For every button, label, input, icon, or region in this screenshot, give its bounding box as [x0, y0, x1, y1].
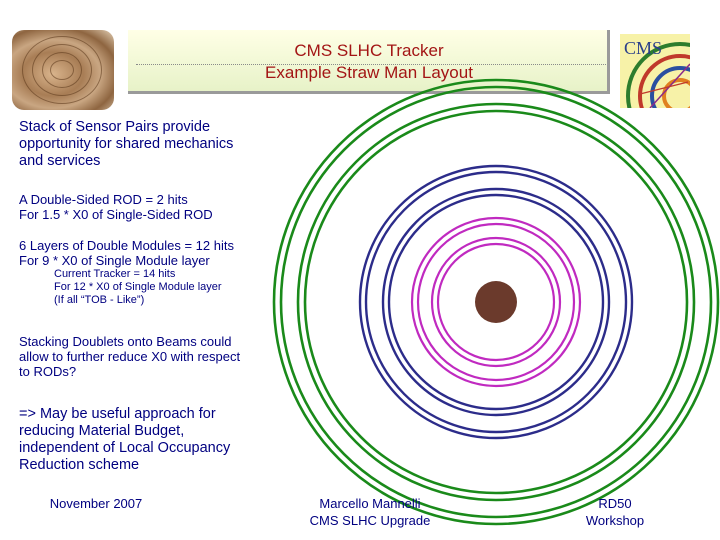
footer-author — [288, 495, 452, 529]
text-line: For 1.5 * X0 of Single-Sided ROD — [19, 207, 213, 222]
footer-date-text: November 2007 — [49, 496, 143, 511]
title-line-1: CMS SLHC Tracker — [294, 41, 444, 60]
text-line: Stacking Doublets onto Beams could — [19, 334, 232, 349]
beam-pipe — [475, 281, 517, 323]
text-line: allow to further reduce X0 with respect — [19, 349, 241, 364]
text-line: opportunity for shared mechanics — [19, 136, 234, 152]
footer-event-type: Workshop — [585, 513, 645, 528]
tracker-layout-diagram — [270, 70, 720, 540]
paragraph-double-modules — [19, 238, 234, 268]
footer-author-name: Marcello Mannelli — [319, 496, 421, 511]
cms-logo-text: CMS — [624, 38, 663, 58]
title-line-2: Example Straw Man Layout — [265, 63, 473, 82]
text-line: to RODs? — [19, 364, 77, 379]
text-line: 6 Layers of Double Modules = 12 hits — [19, 238, 234, 253]
text-line: => May be useful approach for — [19, 406, 216, 422]
paragraph-current-tracker — [54, 268, 222, 307]
text-line: A Double-Sided ROD = 2 hits — [19, 192, 188, 207]
paragraph-double-sided-rod — [19, 192, 213, 222]
text-line: For 9 * X0 of Single Module layer — [19, 253, 210, 268]
text-line: Current Tracker = 14 hits — [54, 268, 176, 280]
tree-rings-icon — [12, 30, 114, 110]
text-line: Reduction scheme — [19, 457, 140, 473]
paragraph-sensor-pairs — [19, 119, 233, 170]
footer-event-name: RD50 — [598, 496, 632, 511]
footer-event — [570, 495, 660, 529]
paragraph-stacking-doublets — [19, 334, 240, 379]
text-line: (If all “TOB - Like”) — [54, 294, 145, 306]
text-line: Stack of Sensor Pairs provide — [19, 119, 211, 135]
text-line: and services — [19, 153, 101, 169]
text-line: independent of Local Occupancy — [19, 440, 231, 456]
paragraph-material-budget — [19, 406, 230, 474]
footer-date — [24, 495, 168, 512]
text-line: For 12 * X0 of Single Module layer — [54, 281, 222, 293]
text-line: reducing Material Budget, — [19, 423, 185, 439]
footer-author-affiliation: CMS SLHC Upgrade — [309, 513, 431, 528]
